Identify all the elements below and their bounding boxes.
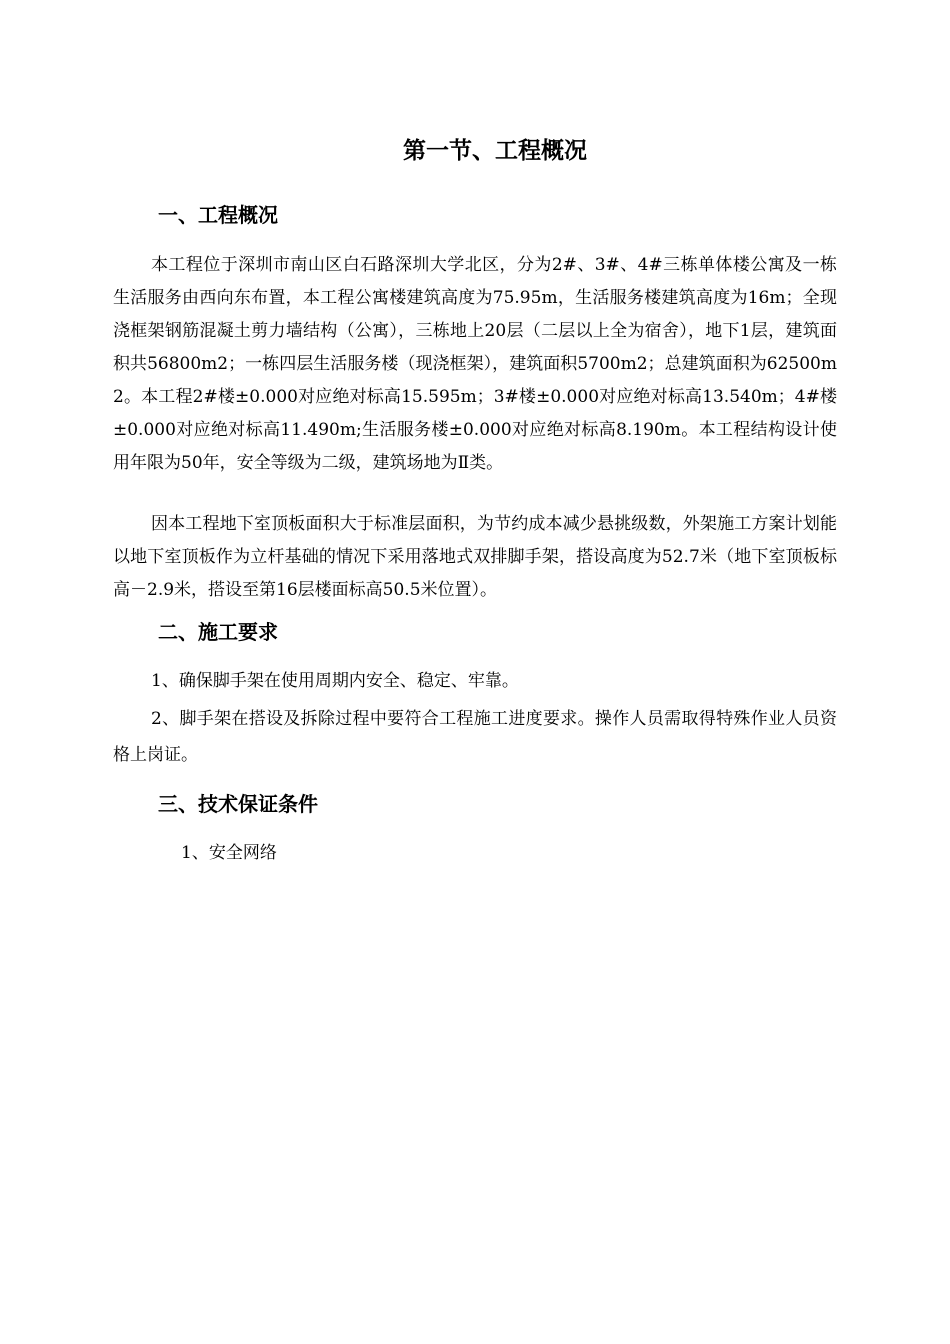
section-heading-requirements: 二、施工要求: [158, 620, 278, 644]
page-title: 第一节、工程概况: [403, 138, 587, 164]
overview-paragraph-1: 本工程位于深圳市南山区白石路深圳大学北区，分为2#、3#、4#三栋单体楼公寓及一栋生活服务由西向东布置，本工程公寓楼建筑高度为75.95m，生活服务楼建筑高度为16m；全现浇框架钢筋混凝土剪力墙结构（公寓），三栋地上20层（二层以上全为宿舍），地下1层，建筑面积共56800m2；一栋四层生活服务楼（现浇框架），建筑面积5700m2；总建筑面积为62500m2。本工程2#楼±0.000对应绝对标高15.595m；3#楼±0.000对应绝对标高13.540m；4#楼±0.000对应绝对标高11.490m;生活服务楼±0.000对应绝对标高8.190m。本工程结构设计使用年限为50年，安全等级为二级，建筑场地为Ⅱ类。: [113, 255, 837, 473]
section-heading-technical: 三、技术保证条件: [158, 792, 318, 816]
requirement-item-1: 1、确保脚手架在使用周期内安全、稳定、牢靠。: [151, 671, 519, 691]
section-heading-overview: 一、工程概况: [158, 203, 278, 227]
overview-paragraph-2: 因本工程地下室顶板面积大于标准层面积，为节约成本减少悬挑级数，外架施工方案计划能以地下室顶板作为立杆基础的情况下采用落地式双排脚手架，搭设高度为52.7米（地下室顶板标高－2.9米，搭设至第16层楼面标高50.5米位置）。: [113, 514, 837, 600]
technical-item-1: 1、安全网络: [181, 843, 277, 863]
requirement-item-2: 2、脚手架在搭设及拆除过程中要符合工程施工进度要求。操作人员需取得特殊作业人员资格上岗证。: [113, 709, 837, 765]
